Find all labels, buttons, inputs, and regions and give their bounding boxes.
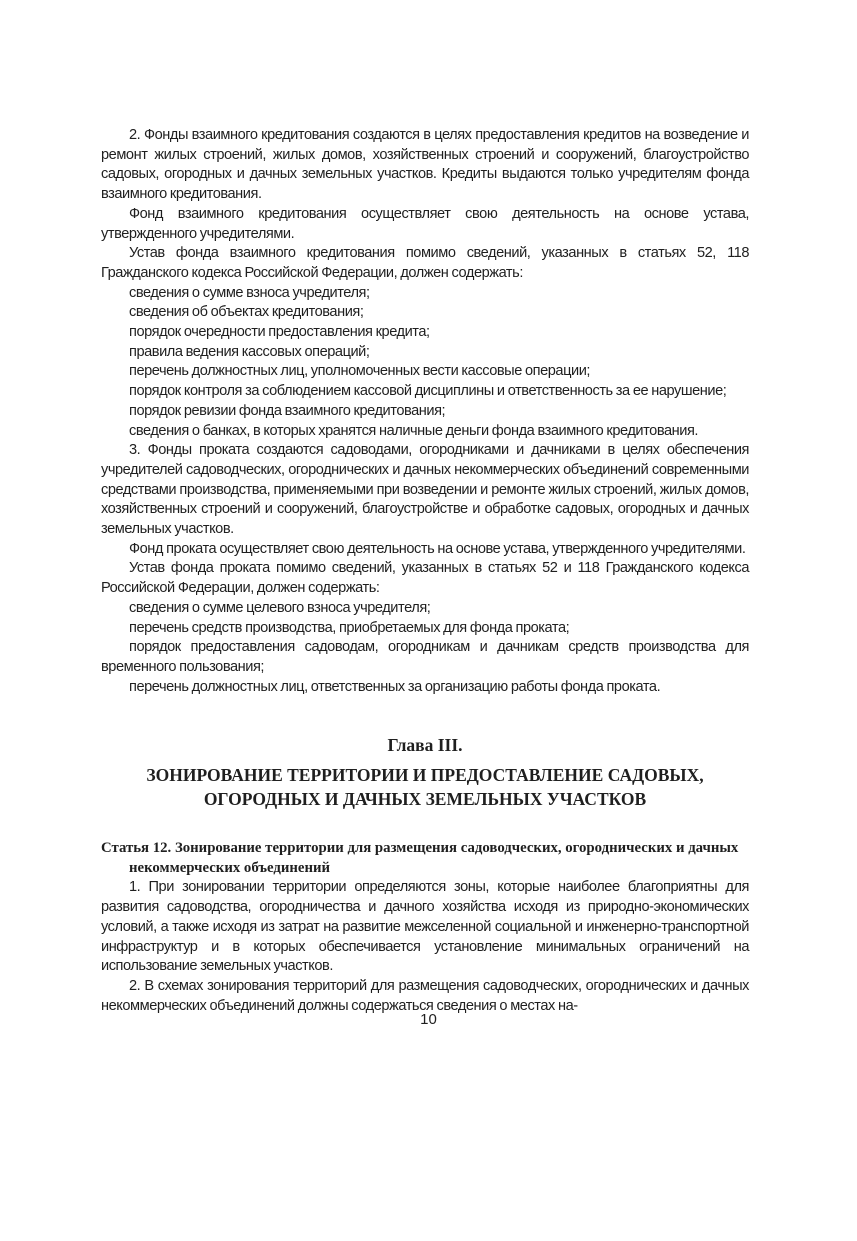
paragraph: 2. Фонды взаимного кредитования создаются в целях предоставления кредитов на возведение и ремонт жилых строений, жилых домов, хозяйственных строений и сооружений, благоустройство садовых, огородных и дачных земельных участков. Кредиты выдаются только учредителям фонда взаимного кредитования. xyxy=(101,127,749,203)
paragraph: Устав фонда проката помимо сведений, указанных в статьях 52 и 118 Гражданского кодекса Российской Федерации, должен содержать: xyxy=(101,560,749,597)
chapter-number: Глава III. xyxy=(387,735,463,756)
paragraph: Фонд взаимного кредитования осуществляет свою деятельность на основе устава, утвержденного учредителями. xyxy=(101,205,749,242)
list-item: порядок контроля за соблюдением кассовой дисциплины и ответственность за ее нарушение; xyxy=(129,383,727,400)
list-item: перечень средств производства, приобретаемых для фонда проката; xyxy=(129,619,570,636)
paragraph: 2. В схемах зонирования территорий для размещения садоводческих, огороднических и дачных некоммерческих объединений должны содержаться сведения о местах на- xyxy=(101,977,749,1014)
list-item: сведения об объектах кредитования; xyxy=(129,304,364,321)
paragraph: 3. Фонды проката создаются садоводами, огородниками и дачниками в целях обеспечения учредителей садоводческих, огороднических и дачных некоммерческих объединений современными средствами производства, применяемыми при возведении и ремонте жилых строений, жилых домов, хозяйственных строений и сооружений, благоустройстве и обработке садовых, огородных и дачных земельных участков. xyxy=(101,442,749,538)
article-body xyxy=(101,878,749,1016)
body-text xyxy=(101,126,749,697)
chapter-heading xyxy=(101,733,749,811)
list-item: перечень должностных лиц, уполномоченных вести кассовые операции; xyxy=(129,363,591,380)
list-item: сведения о сумме взноса учредителя; xyxy=(129,284,370,301)
chapter-title-line-2: ОГОРОДНЫХ И ДАЧНЫХ ЗЕМЕЛЬНЫХ УЧАСТКОВ xyxy=(203,789,647,810)
list-item: порядок очередности предоставления кредита; xyxy=(129,324,430,341)
page-number: 10 xyxy=(420,1011,437,1028)
list-item: порядок предоставления садоводам, огородникам и дачникам средств производства для временного пользования; xyxy=(101,639,749,675)
list-item: сведения о банках, в которых хранятся наличные деньги фонда взаимного кредитования. xyxy=(129,422,699,439)
list-item: порядок ревизии фонда взаимного кредитования; xyxy=(129,402,446,419)
list-item: перечень должностных лиц, ответственных за организацию работы фонда проката. xyxy=(129,678,661,695)
paragraph: 1. При зонировании территории определяются зоны, которые наиболее благоприятны для развития садоводства, огородничества и дачного хозяйства исходя из природно-экономических условий, а также исходя из затрат на развитие межселенной социальной и инженерно-транспортной инфраструктур и в которых обеспечивается установление минимальных ограничений на использование земельных участков. xyxy=(101,879,749,975)
chapter-title-line-1: ЗОНИРОВАНИЕ ТЕРРИТОРИИ И ПРЕДОСТАВЛЕНИЕ САДОВЫХ, xyxy=(146,765,704,786)
list-item: сведения о сумме целевого взноса учредителя; xyxy=(129,599,431,616)
paragraph: Фонд проката осуществляет свою деятельность на основе устава, утвержденного учредителями. xyxy=(129,540,746,557)
document-page xyxy=(101,126,749,1016)
list-item: правила ведения кассовых операций; xyxy=(129,343,370,360)
article-heading: Статья 12. Зонирование территории для размещения садоводческих, огороднических и дачных некоммерческих объединений xyxy=(101,840,739,876)
paragraph: Устав фонда взаимного кредитования помимо сведений, указанных в статьях 52, 118 Гражданского кодекса Российской Федерации, должен содержать: xyxy=(101,245,749,281)
